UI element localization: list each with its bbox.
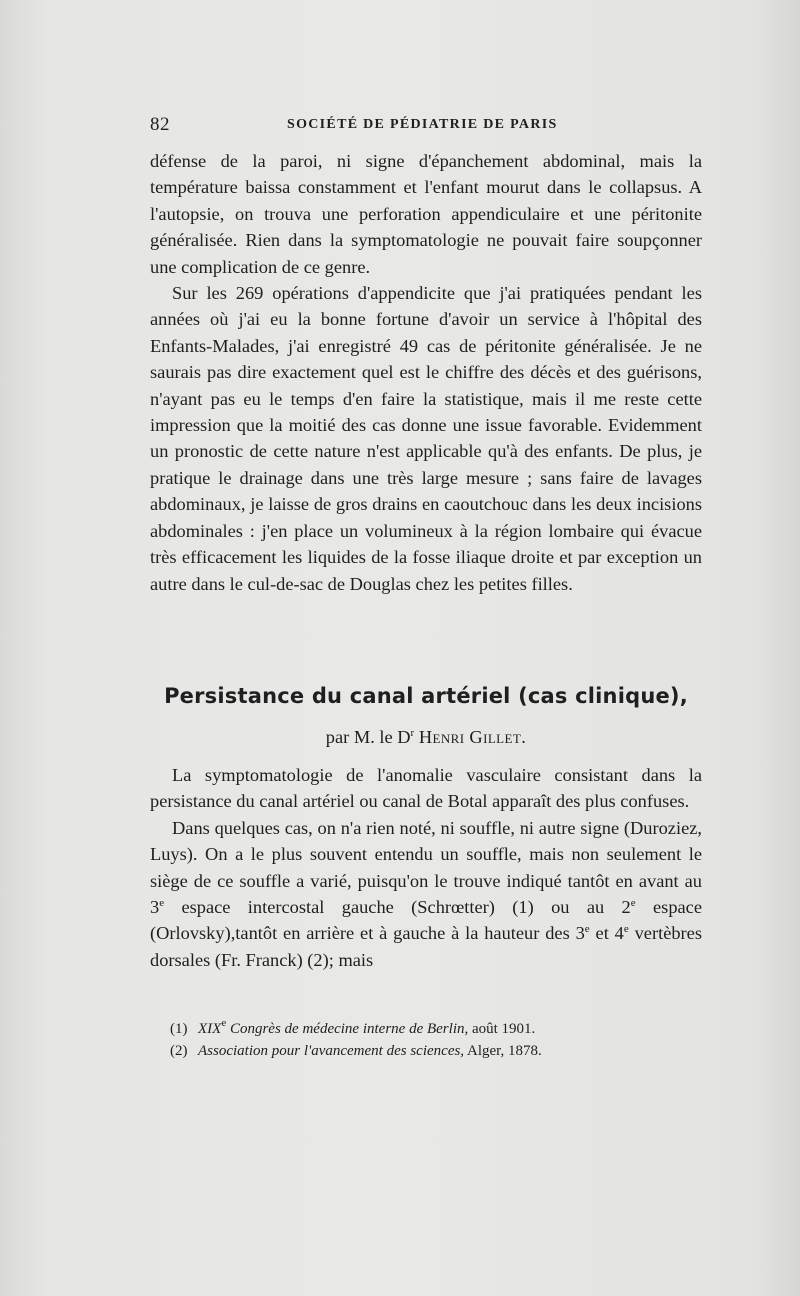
souffle-text-a: Dans quelques cas, on n'a rien noté, ni souffle, ni autre signe (Duroziez, Luys). On a le plus souvent entendu un souffle, mais non seulement le siège de ce souffle a varié, puisqu'on le trouve indiqué tantôt en avant au 3 (150, 817, 702, 918)
paragraph-symptomatology: La symptomatologie de l'anomalie vasculaire consistant dans la persistance du canal artériel ou canal de Botal apparaît des plus confuses. (150, 765, 702, 812)
paragraph-appendicitis-stats: Sur les 269 opérations d'appendicite que j'ai pratiquées pendant les années où j'ai eu la bonne fortune d'avoir un service à l'hôpital des Enfants-Malades, j'ai enregistré 49 cas de péritonite généralisée. Je ne saurais pas dire exactement quel est le chiffre des décès et des guérisons, n'ayant pas eu le temps d'en faire la statistique, mais il me reste cette impression que la moitié des cas donne une issue favorable. Evidemment un pronostic de cette nature n'est applicable qu'à des enfants. De plus, je pratique le drainage dans une très large mesure ; sans faire de lavages abdominaux, je laisse de gros drains en caoutchouc dans les deux incisions abdominales : j'en place un volumineux à la région lombaire qui évacue très efficacement les liquides de la fosse iliaque droite et par exception un autre dans le cul-de-sac de Douglas chez les petites filles. (150, 283, 702, 594)
sup-4e: e (623, 923, 629, 936)
footnote-roman-sup: e (221, 1017, 227, 1029)
article-byline (150, 727, 702, 748)
byline-prefix: par M. le D (325, 727, 411, 747)
sup-2e: e (630, 897, 636, 910)
page-number: 82 (150, 114, 170, 135)
souffle-text-e: vertèbres dorsales (Fr. Franck) (2); mais (150, 923, 702, 970)
footnote-source: Congrès de médecine interne de Berlin, (226, 1021, 469, 1037)
paragraph-continuation: défense de la paroi, ni signe d'épanchement abdominal, mais la température baissa constamment et l'enfant mourut dans le collapsus. A l'autopsie, on trouva une perforation appendiculaire et une péritonite généralisée. Rien dans la symptomatologie ne pouvait faire soupçonner une complication de ce genre. (150, 151, 702, 277)
souffle-text-b: espace intercostal gauche (Schrœtter) (1) ou au 2 (164, 897, 631, 918)
sup-3e: e (159, 897, 165, 910)
article-title: Persistance du canal artériel (cas clinique), (164, 684, 688, 708)
sup-3e-dorsal: e (584, 923, 590, 936)
footnote-detail: août 1901. (468, 1021, 536, 1037)
footnote-detail: Alger, 1878. (464, 1043, 542, 1059)
body-text-bottom (150, 762, 702, 973)
footnote-1 (170, 1018, 690, 1040)
footnote-source: Association pour l'avancement des sciences, (198, 1043, 465, 1059)
footnote-roman: XIX (198, 1021, 222, 1037)
body-text-top (150, 148, 702, 597)
souffle-text-d: et 4 (589, 923, 624, 944)
byline-sup: r (410, 727, 415, 739)
author-name: Henri Gillet. (418, 727, 527, 747)
running-title: SOCIÉTÉ DE PÉDIATRIE DE PARIS (287, 117, 558, 132)
souffle-text-c: espace (Orlovsky),tantôt en arrière et à gauche à la hauteur des 3 (150, 897, 702, 944)
footnotes (170, 1018, 690, 1062)
footnote-number: (1) (170, 1021, 188, 1037)
footnote-2 (170, 1040, 690, 1062)
paragraph-souffle (150, 815, 702, 973)
running-head (150, 114, 702, 140)
footnote-number: (2) (170, 1043, 188, 1059)
